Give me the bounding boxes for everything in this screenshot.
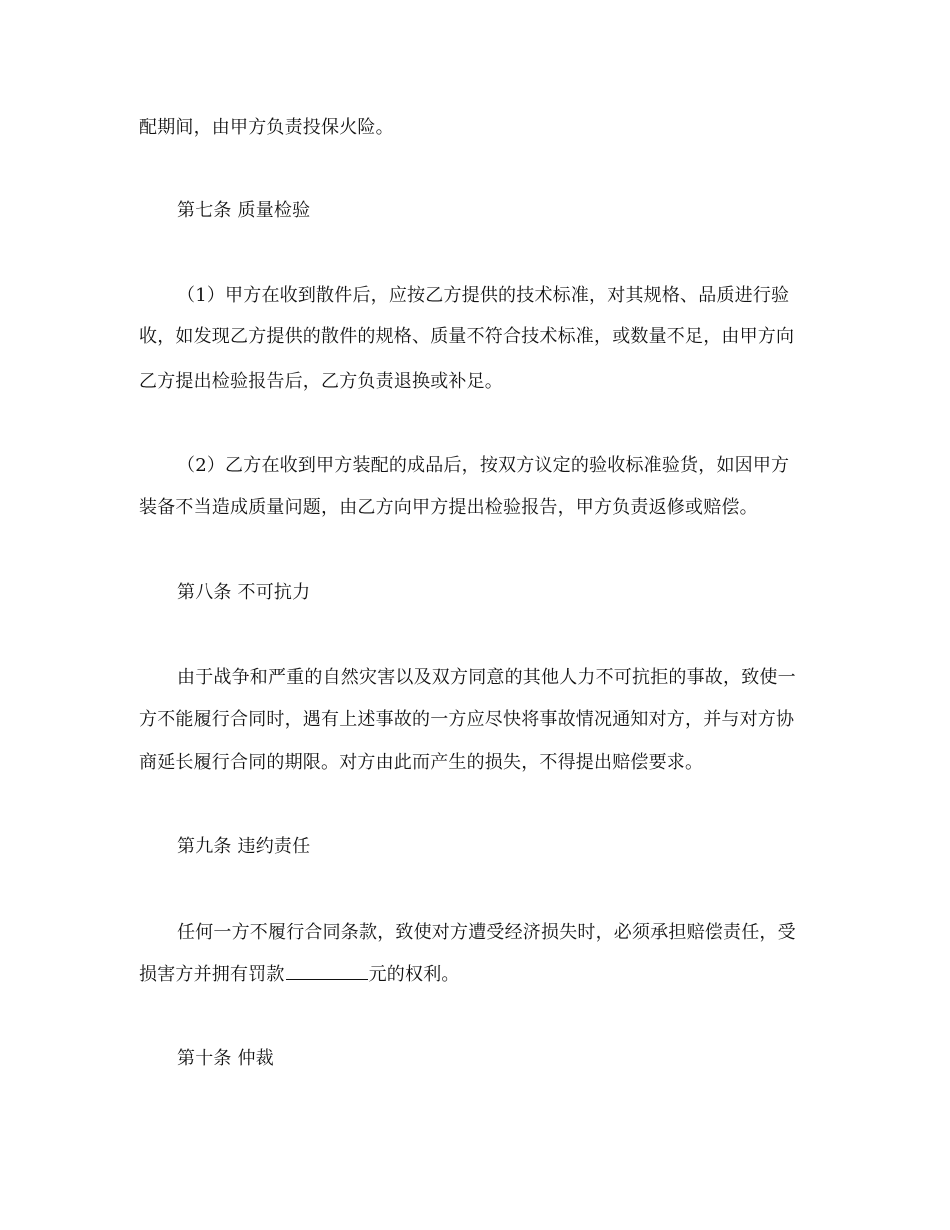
paragraph-line: 收，如发现乙方提供的散件的规格、质量不符合技术标准，或数量不足，由甲方向 — [139, 326, 795, 347]
text-after-blank: 元的权利。 — [368, 964, 460, 985]
article-9-heading: 第九条 违约责任 — [177, 836, 311, 857]
article-8-heading: 第八条 不可抗力 — [177, 582, 311, 603]
text-before-blank: 损害方并拥有罚款 — [139, 964, 285, 985]
article-10-heading: 第十条 仲裁 — [177, 1048, 274, 1069]
paragraph-line: 乙方提出检验报告后，乙方负责退换或补足。 — [139, 371, 503, 392]
paragraph-line — [139, 962, 819, 988]
paragraph-line: 配期间，由甲方负责投保火险。 — [139, 117, 394, 138]
paragraph-line: （1）甲方在收到散件后，应按乙方提供的技术标准，对其规格、品质进行验 — [177, 285, 790, 306]
article-7-heading: 第七条 质量检验 — [177, 200, 311, 221]
paragraph-line: （2）乙方在收到甲方装配的成品后，按双方议定的验收标准验货，如因甲方 — [177, 455, 790, 476]
paragraph-line: 由于战争和严重的自然灾害以及双方同意的其他人力不可抗拒的事故，致使一 — [177, 667, 796, 688]
paragraph-line: 商延长履行合同的期限。对方由此而产生的损失，不得提出赔偿要求。 — [139, 752, 704, 773]
paragraph-line: 装备不当造成质量问题，由乙方向甲方提出检验报告，甲方负责返修或赔偿。 — [139, 497, 758, 518]
paragraph-line: 任何一方不履行合同条款，致使对方遭受经济损失时，必须承担赔偿责任，受 — [177, 922, 796, 943]
fill-in-blank — [286, 963, 368, 980]
paragraph-line: 方不能履行合同时，遇有上述事故的一方应尽快将事故情况通知对方，并与对方协 — [139, 709, 795, 730]
